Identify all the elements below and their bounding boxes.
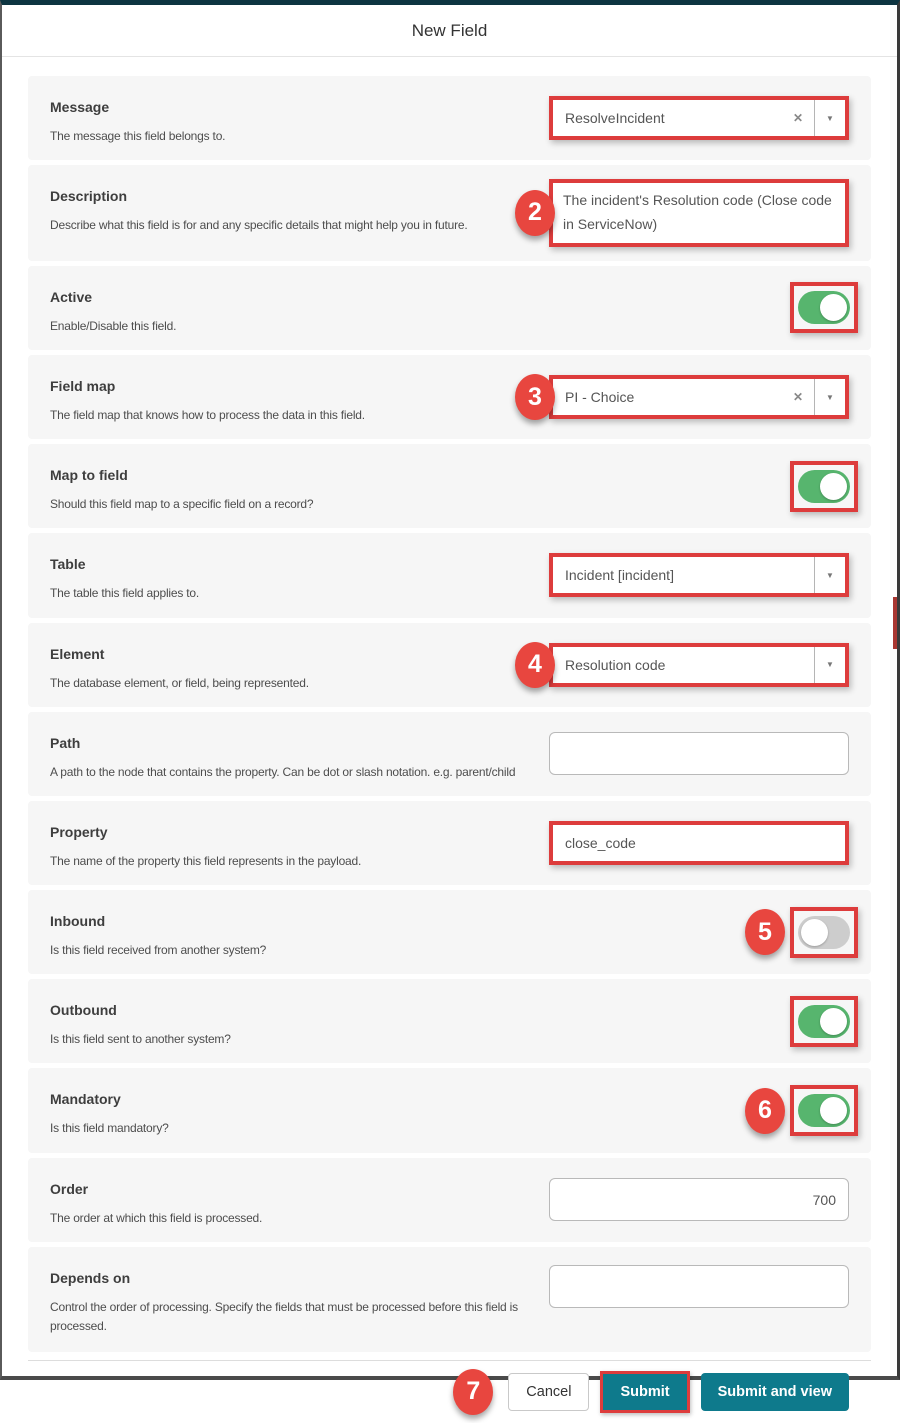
field-row-mandatory <box>28 1068 871 1152</box>
toggle-knob <box>820 1097 847 1124</box>
chevron-down-icon[interactable]: ▼ <box>814 100 845 136</box>
callout-4: 4 <box>515 642 555 688</box>
chevron-down-icon[interactable]: ▼ <box>814 647 845 683</box>
selected-value: Incident [incident] <box>565 567 674 584</box>
highlight-box <box>790 1085 858 1136</box>
field-label: Mandatory <box>50 1091 121 1108</box>
field-control <box>549 280 849 336</box>
field-control <box>549 637 849 693</box>
field-help: Should this field map to a specific field on a record? <box>50 497 314 512</box>
path-input[interactable] <box>549 732 849 775</box>
cancel-button[interactable]: Cancel <box>508 1373 589 1411</box>
field-text <box>50 369 549 425</box>
field-label: Field map <box>50 377 116 394</box>
highlight-box <box>549 821 849 865</box>
field-label: Element <box>50 645 105 662</box>
new-field-form <box>2 57 897 1423</box>
field-label: Outbound <box>50 1002 117 1019</box>
selected-value: Resolution code <box>565 656 666 673</box>
field-text <box>50 1082 549 1138</box>
chevron-down-icon[interactable]: ▼ <box>814 557 845 593</box>
clear-icon[interactable]: ✕ <box>792 111 803 126</box>
toggle-knob <box>801 919 828 946</box>
field-help: The message this field belongs to. <box>50 129 226 143</box>
field-text <box>50 726 549 782</box>
edge-marker <box>893 597 897 649</box>
field-help: The name of the property this field represents in the payload. <box>50 853 362 868</box>
field-row-path <box>28 712 871 796</box>
toggle-knob <box>820 473 847 500</box>
toggle-knob <box>820 1008 847 1035</box>
field-row-property <box>28 801 871 885</box>
field-help: Control the order of processing. Specify the fields that must be processed before this field is processed. <box>50 1299 518 1334</box>
field-help: The table this field applies to. <box>50 586 200 601</box>
form-rows <box>28 76 871 1352</box>
highlight-box <box>790 996 858 1047</box>
depends-on-input[interactable] <box>549 1265 849 1308</box>
dialog-title: New Field <box>411 20 488 40</box>
toggle-knob <box>820 294 847 321</box>
chevron-down-icon[interactable]: ▼ <box>814 379 845 415</box>
field-control <box>549 458 849 514</box>
field-control <box>549 726 849 782</box>
order-input[interactable] <box>549 1178 849 1221</box>
highlight-box <box>549 179 849 247</box>
field-control <box>549 1172 849 1228</box>
property-input[interactable] <box>553 825 845 861</box>
highlight-box <box>549 96 849 140</box>
field-help: Is this field sent to another system? <box>50 1032 231 1047</box>
table-dropdown[interactable] <box>553 557 845 593</box>
field-help: A path to the node that contains the property. Can be dot or slash notation. e.g. parent/child <box>50 764 516 779</box>
field-control <box>549 369 849 425</box>
field-label: Inbound <box>50 913 106 930</box>
callout-7: 7 <box>453 1369 493 1415</box>
callout-6: 6 <box>745 1088 785 1134</box>
field-label: Order <box>50 1180 89 1197</box>
field-control <box>549 547 849 603</box>
field-row-inbound <box>28 890 871 974</box>
field-text <box>50 90 549 146</box>
highlight-box <box>549 643 849 687</box>
field-help: Is this field received from another system? <box>50 943 267 958</box>
outbound-toggle[interactable] <box>798 1005 850 1038</box>
selected-value: ResolveIncident <box>565 110 665 127</box>
field-label: Active <box>50 288 93 305</box>
field-text <box>50 637 549 693</box>
field-control <box>549 1082 849 1138</box>
field-row-description <box>28 165 871 261</box>
highlight-box <box>549 553 849 597</box>
highlight-box <box>549 375 849 419</box>
field-text <box>50 280 549 336</box>
callout-2: 2 <box>515 190 555 236</box>
field-help: Describe what this field is for and any specific details that might help you in future. <box>50 218 468 233</box>
field-help: Is this field mandatory? <box>50 1121 169 1136</box>
dialog-header <box>2 5 897 57</box>
field-row-active <box>28 266 871 350</box>
field-row-table <box>28 533 871 617</box>
field-control <box>549 179 849 247</box>
field-label: Property <box>50 823 108 840</box>
field-row-outbound <box>28 979 871 1063</box>
field-text <box>50 179 549 247</box>
field-row-map-to-field <box>28 444 871 528</box>
clear-icon[interactable]: ✕ <box>792 390 803 405</box>
field-row-depends-on <box>28 1247 871 1352</box>
submit-and-view-button[interactable]: Submit and view <box>701 1373 849 1411</box>
field-map-dropdown[interactable] <box>553 379 845 415</box>
highlight-box <box>790 907 858 958</box>
element-dropdown[interactable] <box>553 647 845 683</box>
highlight-box-submit <box>600 1371 689 1413</box>
field-control <box>549 1261 849 1338</box>
field-help: The field map that knows how to process the data in this field. <box>50 407 365 422</box>
field-label: Description <box>50 188 128 205</box>
field-text <box>50 993 549 1049</box>
field-control <box>549 815 849 871</box>
field-help: The database element, or field, being represented. <box>50 675 309 690</box>
field-text <box>50 1172 549 1228</box>
field-row-order <box>28 1158 871 1242</box>
dialog-footer <box>28 1360 871 1423</box>
callout-3: 3 <box>515 374 555 420</box>
field-text <box>50 815 549 871</box>
submit-button[interactable]: Submit <box>603 1374 686 1410</box>
mandatory-toggle[interactable] <box>798 1094 850 1127</box>
field-label: Map to field <box>50 467 128 484</box>
description-textarea[interactable]: The incident's Resolution code (Close code in ServiceNow) <box>553 183 845 243</box>
field-help: The order at which this field is processed. <box>50 1210 263 1225</box>
field-label: Path <box>50 734 81 751</box>
active-toggle[interactable] <box>798 291 850 324</box>
selected-value: PI - Choice <box>565 389 635 406</box>
field-label: Depends on <box>50 1269 131 1286</box>
inbound-toggle[interactable] <box>798 916 850 949</box>
field-text <box>50 547 549 603</box>
field-text <box>50 1261 549 1338</box>
map-to-field-toggle[interactable] <box>798 470 850 503</box>
field-text <box>50 458 549 514</box>
callout-5: 5 <box>745 909 785 955</box>
message-dropdown[interactable] <box>553 100 845 136</box>
field-text <box>50 904 549 960</box>
highlight-box <box>790 461 858 512</box>
field-control <box>549 904 849 960</box>
field-control <box>549 90 849 146</box>
field-control <box>549 993 849 1049</box>
field-row-message <box>28 76 871 160</box>
highlight-box <box>790 282 858 333</box>
field-label: Message <box>50 99 110 115</box>
field-help: Enable/Disable this field. <box>50 318 177 333</box>
field-row-element <box>28 623 871 707</box>
field-row-field-map <box>28 355 871 439</box>
field-label: Table <box>50 556 86 573</box>
